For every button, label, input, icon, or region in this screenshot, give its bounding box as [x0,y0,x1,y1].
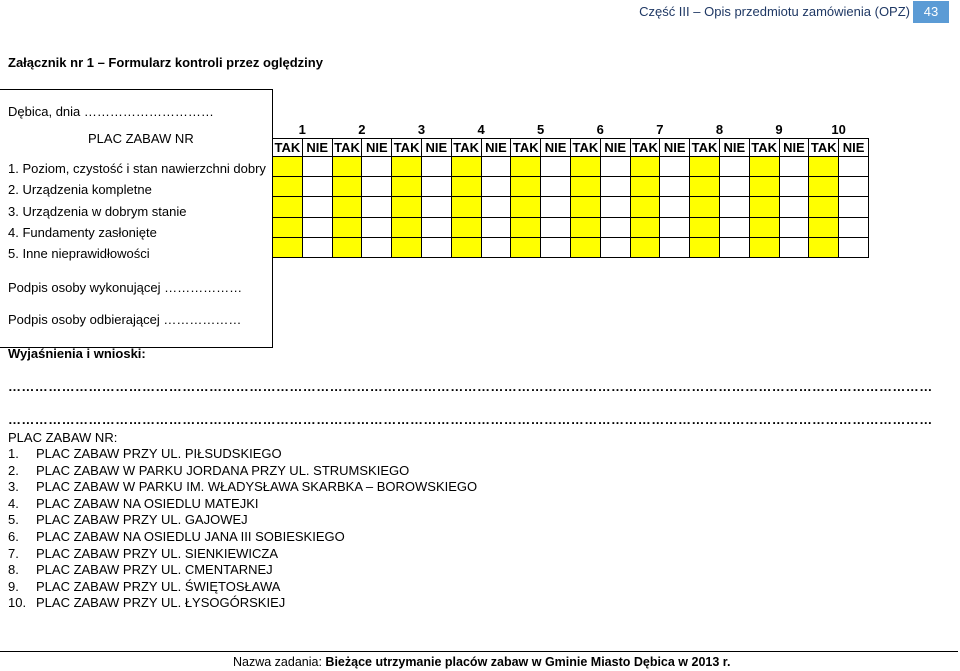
date-line: Dębica, dnia ………………………… [8,104,214,119]
nie-cell[interactable] [719,237,749,257]
nie-header: NIE [362,139,392,157]
column-number: 3 [417,122,426,137]
tak-cell[interactable] [570,197,600,217]
nie-cell[interactable] [839,197,869,217]
nie-cell[interactable] [302,217,332,237]
nie-header: NIE [600,139,630,157]
nie-cell[interactable] [362,197,392,217]
nie-cell[interactable] [302,157,332,177]
tak-cell[interactable] [690,217,720,237]
tak-cell[interactable] [392,217,422,237]
tak-header: TAK [273,139,303,157]
list-item-number: 8. [8,562,19,578]
list-item-number: 1. [8,446,19,461]
criterion-5: 5. Inne nieprawidłowości [8,246,150,261]
tak-header: TAK [451,139,481,157]
plac-label: PLAC ZABAW NR [88,131,194,146]
nie-cell[interactable] [719,157,749,177]
tak-cell[interactable] [690,157,720,177]
tak-cell[interactable] [630,157,660,177]
nie-cell[interactable] [541,217,571,237]
nie-cell[interactable] [839,217,869,237]
tak-cell[interactable] [273,157,303,177]
footer [233,655,730,669]
tak-cell[interactable] [809,237,839,257]
list-item [8,512,248,527]
list-item-text: PLAC ZABAW W PARKU IM. WŁADYSŁAWA SKARBKA – BOROWSKIEGO [36,479,478,495]
nie-cell[interactable] [481,237,511,257]
nie-header: NIE [302,139,332,157]
nie-cell[interactable] [660,177,690,197]
tak-cell[interactable] [749,237,779,257]
tak-cell[interactable] [273,217,303,237]
tak-cell[interactable] [332,217,362,237]
tak-header: TAK [630,139,660,157]
nie-cell[interactable] [600,177,630,197]
tak-cell[interactable] [749,177,779,197]
list-item-number: 5. [8,512,19,528]
tak-cell[interactable] [630,177,660,197]
nie-header: NIE [421,139,451,157]
criterion-3: 3. Urządzenia w dobrym stanie [8,204,187,219]
list-item [8,579,280,594]
column-number: 7 [656,122,664,137]
tak-cell[interactable] [630,217,660,237]
tak-cell[interactable] [630,197,660,217]
list-item-text: PLAC ZABAW PRZY UL. CMENTARNEJ [36,562,273,578]
nie-cell[interactable] [302,197,332,217]
tak-cell[interactable] [511,237,541,257]
list-item-text: PLAC ZABAW PRZY UL. ŚWIĘTOSŁAWA [36,578,281,594]
column-number: 5 [537,122,545,137]
nie-header: NIE [660,139,690,157]
tak-cell[interactable] [630,237,660,257]
list-item [8,446,282,461]
list-item [8,529,345,544]
nie-cell[interactable] [362,157,392,177]
tak-cell[interactable] [451,197,481,217]
tak-cell[interactable] [749,157,779,177]
tak-header: TAK [332,139,362,157]
tak-cell[interactable] [451,157,481,177]
tak-cell[interactable] [690,177,720,197]
tak-cell[interactable] [690,197,720,217]
nie-cell[interactable] [660,237,690,257]
list-item-text: PLAC ZABAW PRZY UL. PIŁSUDSKIEGO [36,446,282,461]
nie-cell[interactable] [600,157,630,177]
tak-cell[interactable] [809,197,839,217]
list-item-number: 6. [8,529,19,544]
nie-cell[interactable] [839,237,869,257]
nie-cell[interactable] [421,157,451,177]
tak-cell[interactable] [809,217,839,237]
nie-cell[interactable] [481,197,511,217]
nie-cell[interactable] [719,217,749,237]
list-item [8,595,285,610]
nie-cell[interactable] [481,217,511,237]
tak-cell[interactable] [749,197,779,217]
tak-header: TAK [690,139,720,157]
tak-cell[interactable] [570,217,600,237]
nie-cell[interactable] [541,237,571,257]
tak-cell[interactable] [332,197,362,217]
list-header: PLAC ZABAW NR: [8,430,118,445]
inspection-grid [272,121,869,258]
nie-cell[interactable] [421,197,451,217]
list-item-number: 4. [8,495,19,511]
nie-cell[interactable] [779,237,809,257]
tak-cell[interactable] [332,237,362,257]
column-number: 9 [775,122,783,137]
nie-cell[interactable] [779,197,809,217]
tak-cell[interactable] [690,237,720,257]
footer-label: Nazwa zadania: [233,655,326,669]
nie-cell[interactable] [719,197,749,217]
nie-header: NIE [481,139,511,157]
nie-cell[interactable] [839,157,869,177]
notes-line-2: ……………………………………………………………………………………………………………………………………………………………………………………… [8,412,933,427]
page-number: 43 [913,1,949,23]
tak-cell[interactable] [809,157,839,177]
tak-cell[interactable] [332,177,362,197]
nie-cell[interactable] [362,217,392,237]
tak-header: TAK [570,139,600,157]
tak-cell[interactable] [511,157,541,177]
nie-cell[interactable] [719,177,749,197]
list-item-text: PLAC ZABAW PRZY UL. ŁYSOGÓRSKIEJ [36,595,286,611]
nie-cell[interactable] [541,157,571,177]
tak-cell[interactable] [749,217,779,237]
nie-cell[interactable] [421,177,451,197]
tak-cell[interactable] [392,237,422,257]
nie-cell[interactable] [481,177,511,197]
list-item-number: 7. [8,545,19,561]
nie-cell[interactable] [600,217,630,237]
nie-cell[interactable] [779,177,809,197]
list-item-number: 3. [8,479,19,495]
list-item-number: 9. [8,578,19,594]
nie-cell[interactable] [362,237,392,257]
column-number: 6 [596,122,604,137]
nie-cell[interactable] [600,197,630,217]
tak-cell[interactable] [451,217,481,237]
list-item-number: 10. [8,595,27,611]
column-number: 10 [831,122,846,137]
tak-cell[interactable] [570,157,600,177]
footer-divider [0,651,958,652]
criterion-4: 4. Fundamenty zasłonięte [8,225,157,240]
signature-receiver: Podpis osoby odbierającej ……………… [8,312,242,327]
tak-cell[interactable] [392,177,422,197]
nie-cell[interactable] [779,217,809,237]
nie-cell[interactable] [421,237,451,257]
document-title: Załącznik nr 1 – Formularz kontroli przez oględziny [8,55,323,70]
column-number: 8 [715,122,724,137]
tak-cell[interactable] [511,217,541,237]
tak-header: TAK [809,139,839,157]
tak-cell[interactable] [511,177,541,197]
nie-cell[interactable] [302,177,332,197]
nie-cell[interactable] [541,177,571,197]
tak-cell[interactable] [570,237,600,257]
tak-cell[interactable] [570,177,600,197]
nie-cell[interactable] [481,157,511,177]
tak-cell[interactable] [392,157,422,177]
notes-label: Wyjaśnienia i wnioski: [8,346,146,361]
nie-cell[interactable] [302,237,332,257]
tak-cell[interactable] [392,197,422,217]
list-item [8,546,278,561]
tak-cell[interactable] [273,197,303,217]
column-number: 1 [298,122,306,137]
nie-cell[interactable] [779,157,809,177]
nie-cell[interactable] [660,157,690,177]
nie-header: NIE [779,139,809,157]
signature-performer: Podpis osoby wykonującej ……………… [8,280,243,295]
list-item-text: PLAC ZABAW W PARKU JORDANA PRZY UL. STRUMSKIEGO [36,462,410,478]
nie-cell[interactable] [660,217,690,237]
tak-header: TAK [749,139,779,157]
tak-header: TAK [511,139,541,157]
list-item [8,496,259,511]
list-item [8,463,409,478]
header-title: Część III – Opis przedmiotu zamówienia (OPZ) [639,4,910,19]
criterion-2: 2. Urządzenia kompletne [8,182,152,197]
nie-header: NIE [719,139,749,157]
notes-line-1: ……………………………………………………………………………………………………………………………………………………………………………………… [8,379,933,394]
tak-header: TAK [392,139,422,157]
tak-cell[interactable] [273,237,303,257]
list-item [8,479,477,494]
tak-cell[interactable] [511,197,541,217]
criterion-1: 1. Poziom, czystość i stan nawierzchni dobry [8,161,266,176]
nie-header: NIE [541,139,571,157]
tak-cell[interactable] [332,157,362,177]
tak-cell[interactable] [451,237,481,257]
footer-task: Bieżące utrzymanie placów zabaw w Gminie Miasto Dębica w 2013 r. [325,655,731,669]
nie-header: NIE [839,139,869,157]
tak-cell[interactable] [809,177,839,197]
nie-cell[interactable] [600,237,630,257]
list-item-number: 2. [8,462,19,478]
list-item-text: PLAC ZABAW NA OSIEDLU MATEJKI [36,495,259,511]
list-item-text: PLAC ZABAW PRZY UL. SIENKIEWICZA [36,545,278,561]
nie-cell[interactable] [541,197,571,217]
nie-cell[interactable] [660,197,690,217]
tak-cell[interactable] [451,177,481,197]
nie-cell[interactable] [421,217,451,237]
column-number: 2 [358,122,366,137]
list-item-text: PLAC ZABAW PRZY UL. GAJOWEJ [36,512,248,528]
list-item-text: PLAC ZABAW NA OSIEDLU JANA III SOBIESKIEGO [36,529,345,544]
nie-cell[interactable] [839,177,869,197]
list-item [8,562,273,577]
column-number: 4 [477,122,485,137]
tak-cell[interactable] [273,177,303,197]
nie-cell[interactable] [362,177,392,197]
